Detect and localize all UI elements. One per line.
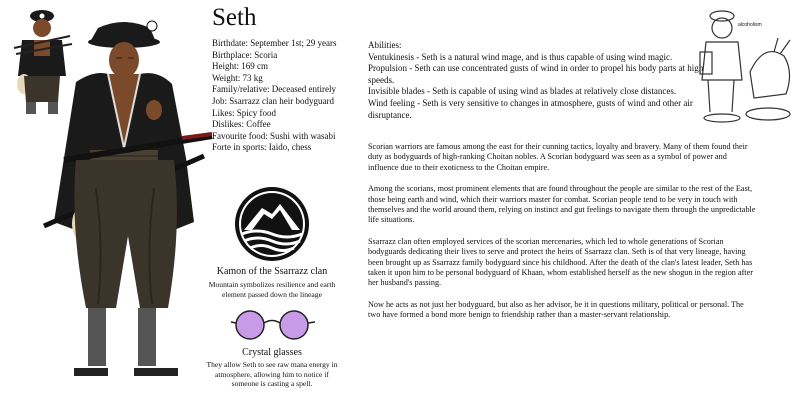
lore-section <box>368 142 758 332</box>
kamon-description: Mountain symbolizes resilience and earth element passed down the lineage <box>208 280 336 299</box>
info-likes: Likes: Spicy food <box>212 107 276 118</box>
abilities-heading: Abilities: <box>368 40 402 50</box>
kamon-emblem-icon <box>222 186 322 262</box>
info-dislikes: Dislikes: Coffee <box>212 119 271 130</box>
info-forte: Forte in sports: Iaido, chess <box>212 142 312 153</box>
glasses-description: They allow Seth to see raw mana energy in atmosphere, allowing him to notice if someone is casting a spell. <box>206 360 338 389</box>
ability-wind-feeling: Wind feeling - Seth is very sensitive to changes in atmosphere, gusts of wind and other air disruptance. <box>368 97 693 120</box>
crystal-glasses-icon <box>228 308 318 342</box>
lore-paragraph: Now he acts as not just her bodyguard, but also as her advisor, be it in questions military, political or personal. The two have formed a bond more benign to friendship rather than a master-servant relationship. <box>368 299 744 320</box>
info-family: Family/relative: Deceased entirely <box>212 84 336 95</box>
character-illustration <box>4 8 214 390</box>
kamon-title: Kamon of the Ssarrazz clan <box>216 266 328 277</box>
lore-paragraph: Among the scorians, most prominent elements that are found throughout the people are similar to the rest of the East, those being earth and wind, which their warriors master for combat. Scorian people tend to be very in touch with themselves and the world around them, relying on instinct and gut feelings to navigate them through the unpredictable life situations. <box>368 184 756 225</box>
abilities-section <box>368 40 728 121</box>
ability-ventukinesis: Ventukinesis - Seth is a natural wind mage, and is thus capable of using wind magic. <box>368 51 673 62</box>
info-job: Job: Ssarrazz clan heir bodyguard <box>212 95 334 106</box>
sketch-label: alcoholism <box>738 22 762 28</box>
character-name: Seth <box>212 4 257 31</box>
info-weight: Weight: 73 kg <box>212 72 263 83</box>
character-info <box>212 38 336 154</box>
lore-paragraph: Ssarrazz clan often employed services of the scorian mercenaries, which led to whole generations of Scorian bodyguards dedicating their lives to serve and protect the heirs of Ssarrazz clan. Seth is of that very lineage, having been brought up as Ssarrazz family bodyguard since his childhood. After the death of the clan's latest leader, Seth has taken it upon him to be personal bodyguard of Khaan, whom established herself as the new shogun in the region after her husband's passing. <box>368 236 753 288</box>
ability-invisible-blades: Invisible blades - Seth is capable of using wind as blades at relatively close distances. <box>368 86 677 97</box>
info-height: Height: 169 cm <box>212 61 268 72</box>
lore-paragraph: Scorian warriors are famous among the east for their cunning tactics, loyalty and bravery. Many of them found their duty as bodyguards of high-ranking Choitan nobles. A Scorian bodyguard was seen as a symbol of power and influence due to their exoticness to the Choitan empire. <box>368 142 748 172</box>
glasses-title: Crystal glasses <box>242 347 302 358</box>
ability-propulsion: Propulsion - Seth can use concentrated gusts of wind in order to propel his body parts at high speeds. <box>368 63 704 85</box>
info-birthplace: Birthplace: Scoria <box>212 49 278 60</box>
info-birthdate: Birthdate: September 1st; 29 years <box>212 38 337 48</box>
info-favourite-food: Favourite food: Sushi with wasabi <box>212 130 336 141</box>
